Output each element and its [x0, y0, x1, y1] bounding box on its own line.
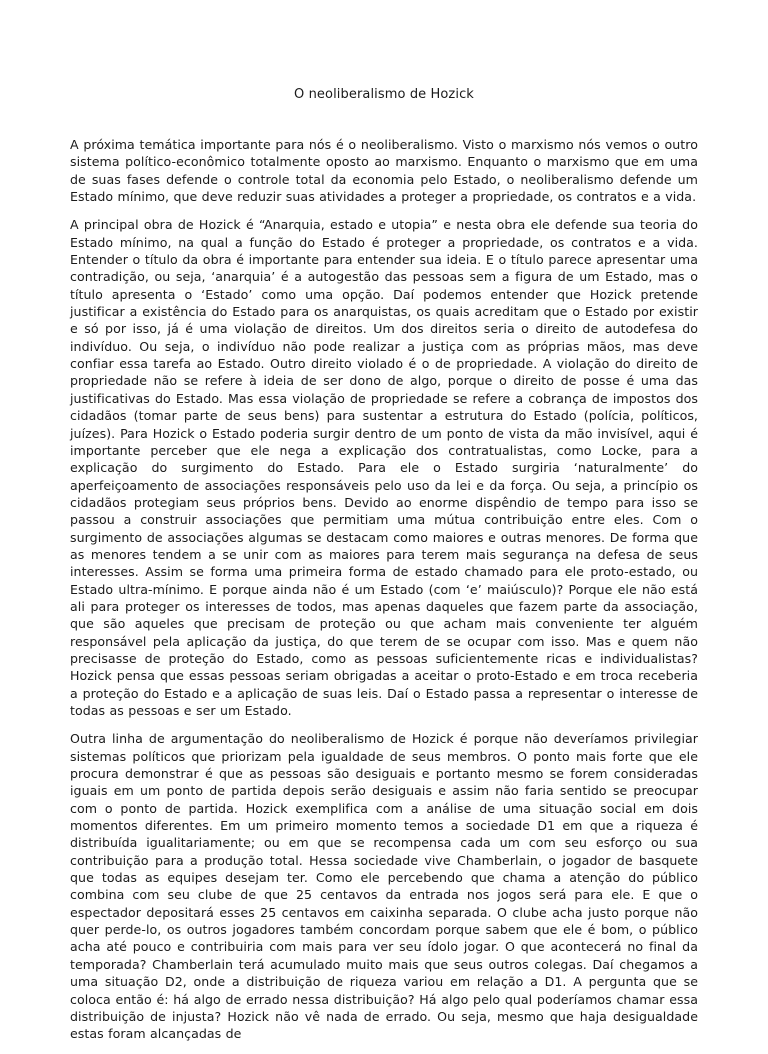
document-body	[70, 136, 698, 1054]
paragraph-intro: A próxima temática importante para nós é o neoliberalismo. Visto o marxismo nós vemos o outro sistema político-econômico totalmente oposto ao marxismo. Enquanto o marxismo que em uma de suas fases defende o controle total da economia pelo Estado, o neoliberalismo defende um Estado mínimo, que deve reduzir suas atividades a proteger a propriedade, os contratos e a vida.	[70, 137, 698, 205]
document-title: O neoliberalismo de Hozick	[294, 87, 474, 102]
document-page	[70, 0, 698, 1042]
paragraph-main-work: A principal obra de Hozick é “Anarquia, estado e utopia” e nesta obra ele defende sua teoria do Estado mínimo, na qual a função do Estado é proteger a propriedade, os contratos e a vida. Entender o título da obra é importante para entender sua ideia. E o título parece apresentar uma contradição, ou seja, ‘anarquia’ é a autogestão das pessoas sem a figura de um Estado, mas o título apresenta o ‘Estado’ como uma opção. Daí podemos entender que Hozick pretende justificar a existência do Estado para os anarquistas, os quais acreditam que o Estado por existir e só por isso, já é uma violação de direitos. Um dos direitos seria o direito de autodefesa do indivíduo. Ou seja, o indivíduo não pode realizar a justiça com as próprias mãos, mas deve confiar essa tarefa ao Estado. Outro direito violado é o de propriedade. A violação do direito de propriedade não se refere à ideia de ser dono de algo, porque o direito de posse é uma das justificativas do Estado. Mas essa violação de propriedade se refere a cobrança de impostos dos cidadãos (tomar parte de seus bens) para sustentar a estrutura do Estado (polícia, políticos, juízes). Para Hozick o Estado poderia surgir dentro de um ponto de vista da mão invisível, aqui é importante perceber que ele nega a explicação dos contratualistas, como Locke, para a explicação do surgimento do Estado. Para ele o Estado surgiria ‘naturalmente’ do aperfeiçoamento de associações responsáveis pelo uso da lei e da força. Ou seja, a princípio os cidadãos protegiam seus próprios bens. Devido ao enorme dispêndio de tempo para isso se passou a construir associações que permitiam uma mútua contribuição entre eles. Com o surgimento de associações algumas se destacam como maiores e outras menores. De forma que as menores tendem a se unir com as maiores para terem mais segurança na defesa de seus interesses. Assim se forma uma primeira forma de estado chamado para ele proto-estado, ou Estado ultra-mínimo. E porque ainda não é um Estado (com ‘e’ maiúsculo)? Porque ele não está ali para proteger os interesses de todos, mas apenas daqueles que fazem parte da associação, que são aqueles que precisam de proteção ou que acham mais conveniente ter alguém responsável pela aplicação da justiça, do que terem de se ocupar com isso. Mas e quem não precisasse de proteção do Estado, como as pessoas suficientemente ricas e individualistas? Hozick pensa que essas pessoas seriam obrigadas a aceitar o proto-Estado e em troca receberia a proteção do Estado e a aplicação de suas leis. Daí o Estado passa a representar o interesse de todas as pessoas e ser um Estado.	[70, 217, 698, 718]
paragraph-equality-argument: Outra linha de argumentação do neoliberalismo de Hozick é porque não deveríamos privilegiar sistemas políticos que priorizam pela igualdade de seus membros. O ponto mais forte que ele procura demonstrar é que as pessoas são desiguais e portanto mesmo se forem consideradas iguais em um ponto de partida depois serão desiguais e assim não faria sentido se preocupar com o ponto de partida. Hozick exemplifica com a análise de uma situação social em dois momentos diferentes. Em um primeiro momento temos a sociedade D1 em que a riqueza é distribuída igualitariamente; ou em que se recompensa cada um com seu esforço ou sua contribuição para a produção total. Hessa sociedade vive Chamberlain, o jogador de basquete que todas as equipes desejam ter. Como ele percebendo que chama a atenção do público combina com seu clube de que 25 centavos da entrada nos jogos será para ele. E que o espectador depositará esses 25 centavos em caixinha separada. O clube acha justo porque não quer perde-lo, os outros jogadores também concordam porque sabem que ele é bom, o público acha até pouco e contribuiria com mais para ver seu ídolo jogar. O que acontecerá no final da temporada? Chamberlain terá acumulado muito mais que seus outros colegas. Daí chegamos a uma situação D2, onde a distribuição de riqueza variou em relação a D1. A pergunta que se coloca então é: há algo de errado nessa distribuição? Há algo pelo qual poderíamos chamar essa distribuição de injusta? Hozick não vê nada de errado. Ou seja, mesmo que haja desigualdade estas foram alcançadas de	[70, 731, 698, 1042]
